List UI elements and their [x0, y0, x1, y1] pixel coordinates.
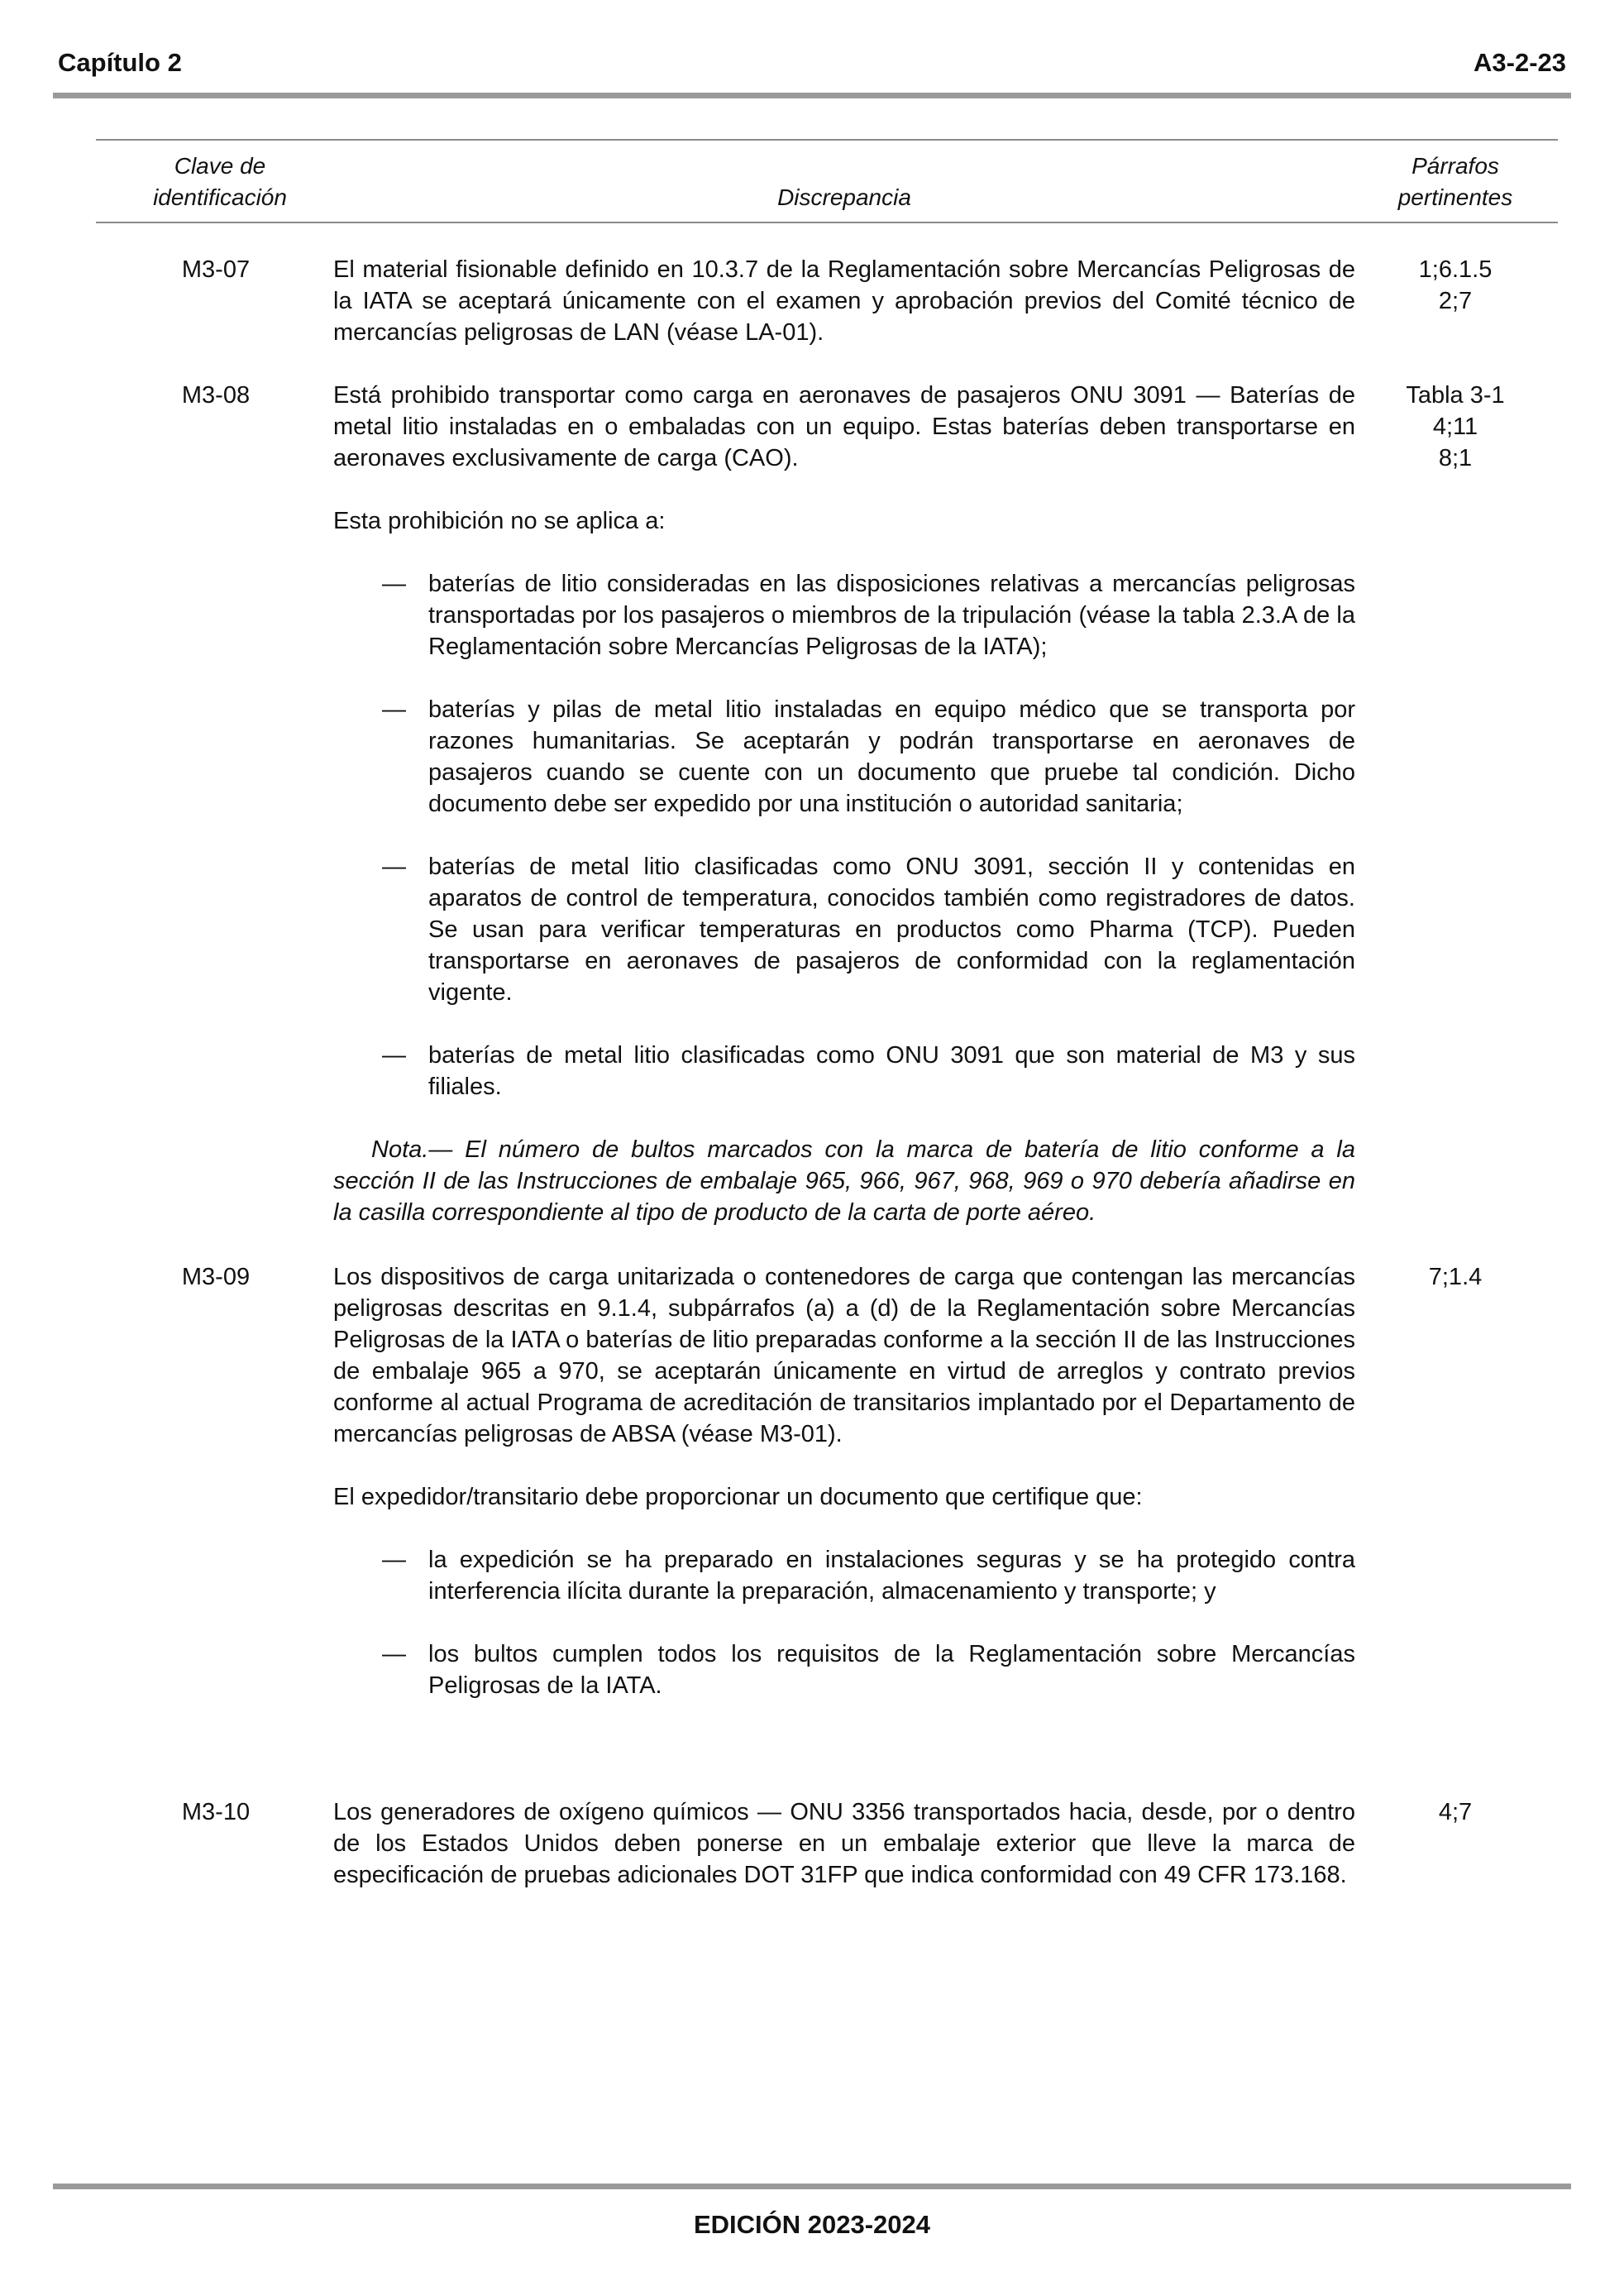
table-top-rule — [96, 139, 1558, 141]
dash-icon: — — [382, 1641, 406, 1667]
header-rule — [53, 93, 1571, 98]
ref-item: 4;11 — [1432, 414, 1478, 440]
row-description — [333, 1796, 1355, 1891]
row-description — [333, 254, 1355, 348]
row-key: M3-09 — [181, 1264, 251, 1290]
dash-icon: — — [382, 571, 406, 597]
paragraph: El material fisionable definido en 10.3.7 de la Reglamentación sobre Mercancías Peligrosas de la IATA se aceptará únicamente con el examen y aprobación previos del Comité técnico de mercancías peligrosas de LAN (véase LA-01). — [333, 256, 1355, 346]
ref-item: Tabla 3-1 — [1406, 382, 1505, 409]
list-item-text: baterías de metal litio clasificadas como ONU 3091, sección II y contenidas en aparatos de control de temperatura, conocidos también como registradores de datos. Se usan para verificar temperaturas en productos como Pharma (TCP). Pueden transportarse en aeronaves de pasajeros de conformidad con la reglamentación vigente. — [428, 854, 1355, 1006]
list-item — [333, 1638, 1355, 1701]
column-header-key — [112, 151, 327, 213]
row-key: M3-07 — [181, 256, 251, 283]
row-description — [333, 380, 1355, 1228]
column-header-key-line1: Clave de — [174, 153, 266, 179]
list-item — [333, 851, 1355, 1008]
ref-item: 4;7 — [1438, 1799, 1473, 1825]
page-reference: A3-2-23 — [1474, 48, 1566, 77]
ref-item: 2;7 — [1438, 288, 1473, 314]
paragraph: Los dispositivos de carga unitarizada o contenedores de carga que contengan las mercancías peligrosas descritas en 9.1.4, subpárrafos (a) a (d) de la Reglamentación sobre Mercancías Peligrosas de la IATA o baterías de litio preparadas conforme a la sección II de las Instrucciones de embalaje 965 a 970, se aceptarán únicamente en virtud de arreglos y contrato previos conforme al actual Programa de acreditación de transitarios implantado por el Departamento de mercancías peligrosas de ABSA (véase M3-01). — [333, 1264, 1355, 1447]
bullet-list — [333, 1544, 1355, 1701]
row-refs — [1373, 1796, 1538, 1828]
table-header-rule — [96, 222, 1558, 223]
dash-icon: — — [382, 1547, 406, 1573]
row-refs — [1373, 380, 1538, 474]
row-refs — [1373, 254, 1538, 317]
paragraph: Está prohibido transportar como carga en aeronaves de pasajeros ONU 3091 — Baterías de metal litio instaladas en o embaladas con un equipo. Estas baterías deben transportarse en aeronaves exclusivamente de carga (CAO). — [333, 382, 1355, 471]
list-item-text: baterías de litio consideradas en las disposiciones relativas a mercancías peligrosas transportadas por los pasajeros o miembros de la tripulación (véase la tabla 2.3.A de la Reglamentación sobre Mercancías Peligrosas de la IATA); — [428, 571, 1355, 660]
list-item-text: baterías de metal litio clasificadas como ONU 3091 que son material de M3 y sus filiales. — [428, 1042, 1355, 1100]
bullet-list — [333, 568, 1355, 1103]
dash-icon: — — [382, 1042, 406, 1069]
list-item-text: los bultos cumplen todos los requisitos de la Reglamentación sobre Mercancías Peligrosas de la IATA. — [428, 1641, 1355, 1699]
row-refs — [1373, 1261, 1538, 1293]
paragraph: El expedidor/transitario debe proporcionar un documento que certifique que: — [333, 1484, 1143, 1510]
column-header-refs — [1373, 151, 1538, 213]
list-item-text: la expedición se ha preparado en instalaciones seguras y se ha protegido contra interferencia ilícita durante la preparación, almacenamiento y transporte; y — [428, 1547, 1355, 1605]
list-item — [333, 1544, 1355, 1607]
dash-icon: — — [382, 696, 406, 723]
list-item — [333, 1040, 1355, 1103]
footer-rule — [53, 2184, 1571, 2189]
ref-item: 7;1.4 — [1428, 1264, 1483, 1290]
column-header-refs-line2: pertinentes — [1397, 184, 1513, 210]
list-item — [333, 694, 1355, 820]
ref-item: 1;6.1.5 — [1418, 256, 1493, 283]
paragraph: Los generadores de oxígeno químicos — ONU 3356 transportados hacia, desde, por o dentro de los Estados Unidos deben ponerse en un embalaje exterior que lleve la marca de especificación de pruebas adicionales DOT 31FP que indica conformidad con 49 CFR 173.168. — [333, 1799, 1355, 1888]
ref-item: 8;1 — [1438, 445, 1473, 471]
column-header-refs-line1: Párrafos — [1411, 153, 1499, 179]
row-key: M3-10 — [181, 1799, 251, 1825]
row-key: M3-08 — [181, 382, 251, 409]
list-item — [333, 568, 1355, 662]
row-description — [333, 1261, 1355, 1733]
page-header — [58, 48, 1566, 78]
edition-footer: EDICIÓN 2023-2024 — [693, 2210, 931, 2239]
list-item-text: baterías y pilas de metal litio instaladas en equipo médico que se transporta por razones humanitarias. Se aceptarán y podrán transportarse en aeronaves de pasajeros cuando se cuente con un documento que pruebe tal condición. Dicho documento debe ser expedido por una institución o autoridad sanitaria; — [428, 696, 1355, 817]
chapter-title: Capítulo 2 — [58, 48, 182, 77]
dash-icon: — — [382, 854, 406, 880]
paragraph: Esta prohibición no se aplica a: — [333, 508, 666, 534]
column-header-discrepancy: Discrepancia — [777, 184, 911, 210]
note: Nota.— El número de bultos marcados con la marca de batería de litio conforme a la sección II de las Instrucciones de embalaje 965, 966, 967, 968, 969 o 970 debería añadirse en la casilla correspondiente al tipo de producto de la carta de porte aéreo. — [333, 1136, 1355, 1226]
column-header-key-line2: identificación — [153, 184, 287, 210]
